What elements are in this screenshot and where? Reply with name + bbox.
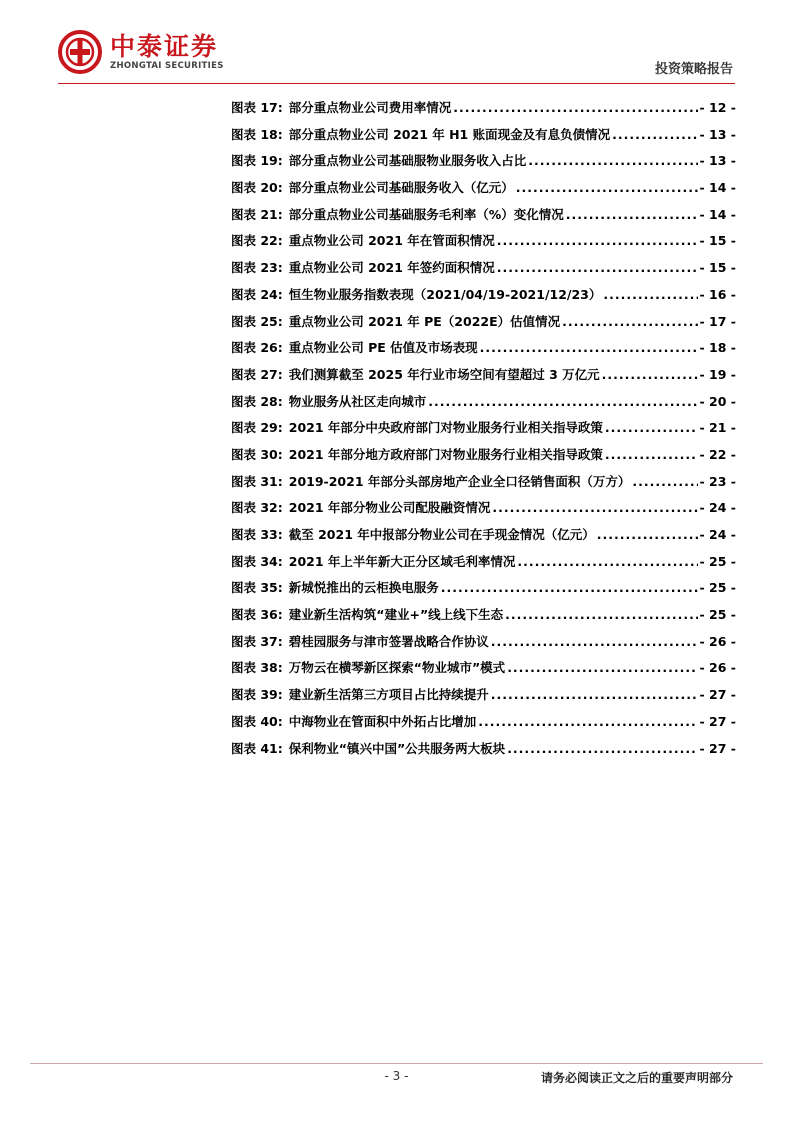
toc-entry[interactable] xyxy=(231,392,736,419)
toc-entry-label: 图表 38: xyxy=(231,660,283,676)
toc-entry-title: 2021 年部分物业公司配股融资情况 xyxy=(288,500,491,516)
toc-dot-leader xyxy=(478,714,697,729)
toc-entry-page: - 15 - xyxy=(699,233,736,249)
toc-entry[interactable] xyxy=(231,658,736,685)
toc-entry-page: - 27 - xyxy=(699,687,736,703)
toc-dot-leader xyxy=(516,180,698,195)
toc-entry-title: 截至 2021 年中报部分物业公司在手现金情况（亿元） xyxy=(288,527,595,542)
toc-dot-leader xyxy=(612,127,697,142)
toc-dot-leader xyxy=(562,314,697,329)
toc-entry-title: 恒生物业服务指数表现（2021/04/19-2021/12/23） xyxy=(288,286,602,302)
footer-disclaimer: 请务必阅读正文之后的重要声明部分 xyxy=(540,1071,733,1085)
toc-entry-title: 2019-2021 年部分头部房地产企业全口径销售面积（万方） xyxy=(288,473,631,489)
toc-entry[interactable] xyxy=(231,552,736,579)
toc-entry-page: - 14 - xyxy=(699,206,736,222)
company-logo xyxy=(58,30,224,74)
logo-english-name: ZHONGTAI SECURITIES xyxy=(110,60,224,71)
toc-dot-leader xyxy=(605,447,698,462)
toc-entry-page: - 19 - xyxy=(699,366,736,382)
toc-entry-page: - 20 - xyxy=(699,393,736,409)
toc-entry[interactable] xyxy=(231,445,736,472)
toc-entry-label: 图表 24: xyxy=(231,286,283,302)
toc-entry-title: 物业服务从社区走向城市 xyxy=(288,393,427,409)
toc-entry[interactable] xyxy=(231,285,736,312)
toc-entry-page: - 16 - xyxy=(699,286,736,302)
toc-entry-title: 建业新生活第三方项目占比持续提升 xyxy=(288,687,489,703)
toc-entry-page: - 24 - xyxy=(699,527,736,542)
toc-entry-page: - 27 - xyxy=(699,740,736,756)
toc-dot-leader xyxy=(603,287,697,302)
toc-entry[interactable] xyxy=(231,739,736,766)
toc-entry[interactable] xyxy=(231,151,736,178)
toc-entry-page: - 14 - xyxy=(699,180,736,196)
toc-dot-leader xyxy=(507,741,697,756)
toc-entry-label: 图表 31: xyxy=(231,473,283,489)
toc-entry-label: 图表 33: xyxy=(231,527,283,542)
logo-chinese-name: 中泰证券 xyxy=(110,31,219,61)
toc-entry[interactable] xyxy=(231,498,736,525)
toc-dot-leader xyxy=(491,634,698,649)
toc-entry-label: 图表 26: xyxy=(231,340,283,356)
toc-entry-title: 中海物业在管面积中外拓占比增加 xyxy=(288,713,477,729)
toc-entry-title: 碧桂园服务与津市签署战略合作协议 xyxy=(288,633,489,649)
toc-entry-label: 图表 22: xyxy=(231,233,283,249)
toc-dot-leader xyxy=(632,474,697,489)
toc-entry-title: 重点物业公司 2021 年在管面积情况 xyxy=(288,233,495,249)
toc-entry-title: 重点物业公司 PE 估值及市场表现 xyxy=(288,340,478,356)
report-type-label: 投资策略报告 xyxy=(654,62,733,77)
toc-entry-title: 部分重点物业公司费用率情况 xyxy=(288,100,452,115)
toc-entry[interactable] xyxy=(231,98,736,125)
toc-dot-leader xyxy=(528,153,697,168)
toc-entry-label: 图表 39: xyxy=(231,687,283,703)
toc-entry-page: - 25 - xyxy=(699,580,736,596)
toc-entry-label: 图表 40: xyxy=(231,713,283,729)
toc-entry-page: - 17 - xyxy=(699,313,736,329)
toc-entry-label: 图表 30: xyxy=(231,446,283,462)
toc-dot-leader xyxy=(491,687,698,702)
toc-entry-title: 我们测算截至 2025 年行业市场空间有望超过 3 万亿元 xyxy=(288,366,600,382)
toc-entry[interactable] xyxy=(231,578,736,605)
toc-entry-title: 重点物业公司 2021 年签约面积情况 xyxy=(288,260,495,276)
toc-entry-label: 图表 34: xyxy=(231,553,283,569)
toc-entry-page: - 13 - xyxy=(699,126,736,142)
toc-dot-leader xyxy=(602,367,698,382)
footer-divider xyxy=(30,1063,763,1064)
toc-entry-title: 部分重点物业公司基础服务毛利率（%）变化情况 xyxy=(288,206,564,222)
toc-entry-label: 图表 17: xyxy=(231,100,283,115)
toc-dot-leader xyxy=(441,580,698,595)
toc-entry-page: - 24 - xyxy=(699,500,736,516)
toc-dot-leader xyxy=(507,660,697,675)
toc-entry-label: 图表 41: xyxy=(231,740,283,756)
toc-entry-title: 部分重点物业公司基础服务收入（亿元） xyxy=(288,180,514,196)
toc-entry[interactable] xyxy=(231,632,736,659)
toc-entry-label: 图表 23: xyxy=(231,260,283,276)
toc-entry-page: - 12 - xyxy=(699,100,736,115)
toc-entry-page: - 25 - xyxy=(699,553,736,569)
toc-entry-page: - 25 - xyxy=(699,607,736,623)
toc-dot-leader xyxy=(605,420,698,435)
table-of-figures xyxy=(231,98,736,765)
toc-entry[interactable] xyxy=(231,712,736,739)
toc-entry-title: 万物云在横琴新区探索“物业城市”模式 xyxy=(288,660,506,676)
toc-entry[interactable] xyxy=(231,125,736,152)
toc-entry-label: 图表 32: xyxy=(231,500,283,516)
toc-entry-label: 图表 29: xyxy=(231,420,283,436)
toc-dot-leader xyxy=(597,527,698,542)
toc-dot-leader xyxy=(505,607,697,622)
toc-entry[interactable] xyxy=(231,472,736,499)
toc-entry-label: 图表 20: xyxy=(231,180,283,196)
toc-entry[interactable] xyxy=(231,525,736,552)
toc-entry-title: 建业新生活构筑“建业+”线上线下生态 xyxy=(288,607,504,623)
toc-entry-page: - 18 - xyxy=(699,340,736,356)
toc-entry[interactable] xyxy=(231,312,736,339)
toc-entry-page: - 26 - xyxy=(699,660,736,676)
toc-entry-label: 图表 36: xyxy=(231,607,283,623)
toc-entry-label: 图表 21: xyxy=(231,206,283,222)
header-divider xyxy=(58,83,735,84)
toc-entry-page: - 22 - xyxy=(699,446,736,462)
toc-dot-leader xyxy=(497,260,698,275)
toc-entry-label: 图表 35: xyxy=(231,580,283,596)
toc-entry[interactable] xyxy=(231,178,736,205)
toc-entry-page: - 23 - xyxy=(699,473,736,489)
toc-entry-page: - 27 - xyxy=(699,713,736,729)
toc-entry-title: 2021 年部分中央政府部门对物业服务行业相关指导政策 xyxy=(288,420,603,436)
toc-entry[interactable] xyxy=(231,338,736,365)
page-number: - 3 - xyxy=(384,1069,409,1083)
toc-entry-page: - 15 - xyxy=(699,260,736,276)
toc-entry[interactable] xyxy=(231,258,736,285)
toc-entry[interactable] xyxy=(231,685,736,712)
toc-entry-title: 保利物业“镇兴中国”公共服务两大板块 xyxy=(288,740,506,756)
toc-entry-label: 图表 28: xyxy=(231,393,283,409)
toc-dot-leader xyxy=(566,207,698,222)
toc-entry-page: - 26 - xyxy=(699,633,736,649)
toc-dot-leader xyxy=(517,554,697,569)
zhongtai-logo-icon xyxy=(58,30,102,74)
toc-entry[interactable] xyxy=(231,205,736,232)
toc-dot-leader xyxy=(453,100,697,115)
toc-entry-label: 图表 25: xyxy=(231,313,283,329)
toc-entry-page: - 21 - xyxy=(699,420,736,436)
toc-entry-label: 图表 18: xyxy=(231,126,283,142)
toc-entry[interactable] xyxy=(231,365,736,392)
toc-dot-leader xyxy=(497,233,698,248)
toc-entry-label: 图表 37: xyxy=(231,633,283,649)
toc-dot-leader xyxy=(480,340,698,355)
toc-dot-leader xyxy=(492,500,697,515)
toc-entry-title: 2021 年上半年新大正分区域毛利率情况 xyxy=(288,553,516,569)
toc-entry-title: 重点物业公司 2021 年 PE（2022E）估值情况 xyxy=(288,313,561,329)
toc-entry-label: 图表 19: xyxy=(231,153,283,169)
toc-entry-title: 2021 年部分地方政府部门对物业服务行业相关指导政策 xyxy=(288,446,603,462)
toc-entry-label: 图表 27: xyxy=(231,366,283,382)
toc-entry-page: - 13 - xyxy=(699,153,736,169)
toc-entry[interactable] xyxy=(231,231,736,258)
toc-dot-leader xyxy=(428,394,697,409)
toc-entry[interactable] xyxy=(231,605,736,632)
toc-entry-title: 新城悦推出的云柜换电服务 xyxy=(288,580,439,596)
toc-entry[interactable] xyxy=(231,418,736,445)
toc-entry-title: 部分重点物业公司 2021 年 H1 账面现金及有息负债情况 xyxy=(288,126,611,142)
toc-entry-title: 部分重点物业公司基础服物业服务收入占比 xyxy=(288,153,527,169)
